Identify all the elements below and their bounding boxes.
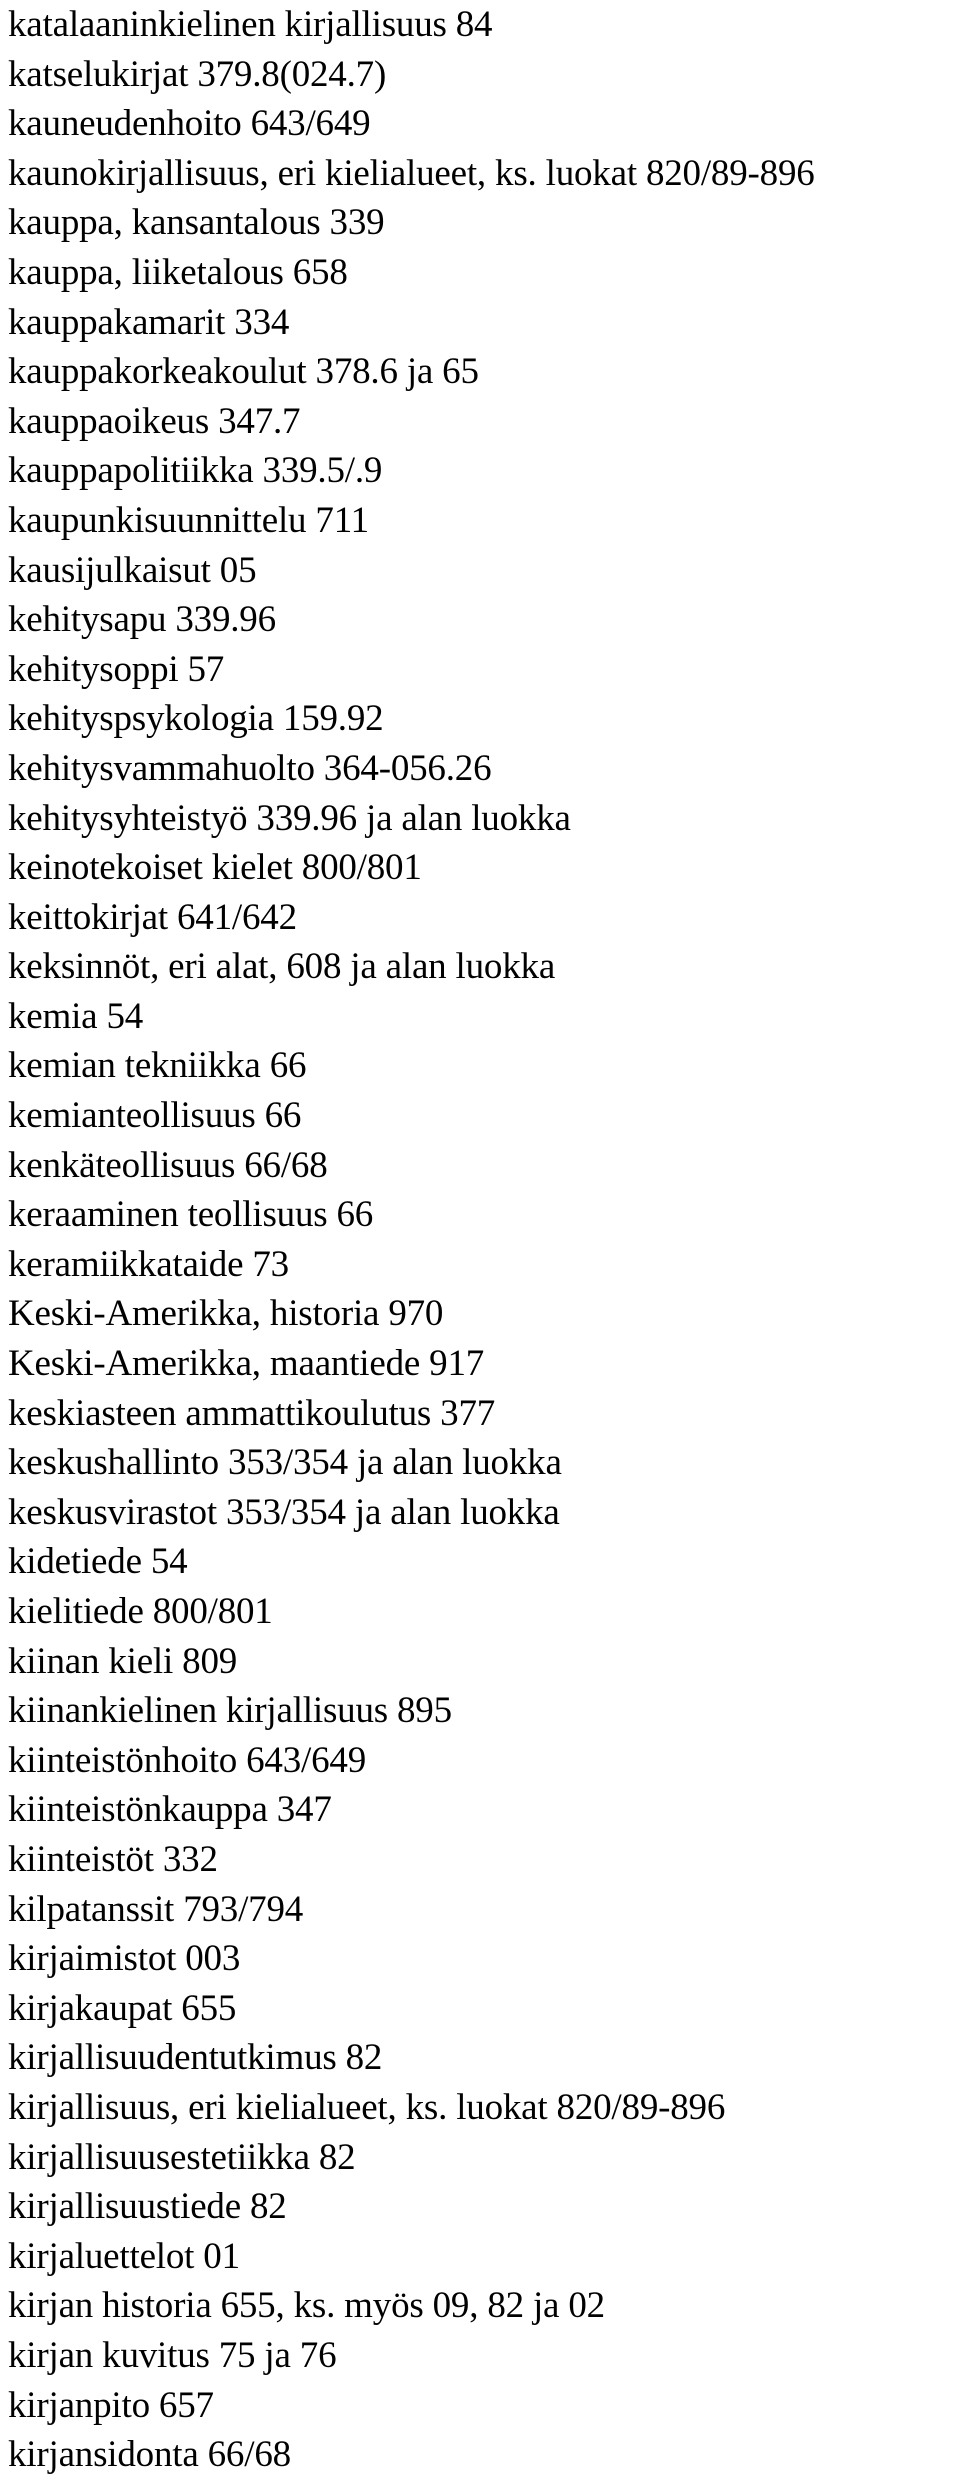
index-entry: kiinteistöt 332: [8, 1838, 218, 1880]
index-entry: Keski-Amerikka, maantiede 917: [8, 1343, 485, 1385]
index-entry: kehitysvammahuolto 364-056.26: [8, 747, 492, 789]
index-entry: kemia 54: [8, 995, 144, 1037]
index-entry: kirjallisuus, eri kielialueet, ks. luokat 820/89-896: [8, 2086, 726, 2128]
index-entry: kaupunkisuunnittelu 711: [8, 499, 369, 541]
index-entry: kilpatanssit 793/794: [8, 1888, 304, 1930]
index-entry: kenkäteollisuus 66/68: [8, 1144, 328, 1186]
index-entry: kauneudenhoito 643/649: [8, 103, 371, 145]
index-entry: kehitysoppi 57: [8, 648, 225, 690]
index-entry: kirjallisuustiede 82: [8, 2186, 287, 2228]
index-entry: kirjan historia 655, ks. myös 09, 82 ja 02: [8, 2285, 605, 2327]
index-entry: kauppaoikeus 347.7: [8, 400, 301, 442]
index-entry: kemianteollisuus 66: [8, 1095, 302, 1137]
index-entry: keksinnöt, eri alat, 608 ja alan luokka: [8, 946, 556, 988]
index-entry: Keski-Amerikka, historia 970: [8, 1293, 444, 1335]
index-entry: kirjaimistot 003: [8, 1938, 241, 1980]
index-entry: keinotekoiset kielet 800/801: [8, 847, 422, 889]
index-entry: kirjanpito 657: [8, 2384, 214, 2426]
index-entry: keittokirjat 641/642: [8, 896, 297, 938]
index-entry: kirjallisuusestetiikka 82: [8, 2136, 356, 2178]
index-entry: kauppa, liiketalous 658: [8, 251, 348, 293]
index-entry: keskiasteen ammattikoulutus 377: [8, 1392, 496, 1434]
subject-index-list: [8, 0, 815, 2480]
index-entry: kemian tekniikka 66: [8, 1045, 307, 1087]
index-entry: kehitysapu 339.96: [8, 599, 276, 641]
index-entry: keskusvirastot 353/354 ja alan luokka: [8, 1491, 560, 1533]
index-entry: katselukirjat 379.8(024.7): [8, 53, 387, 95]
index-entry: kauppakorkeakoulut 378.6 ja 65: [8, 351, 479, 393]
index-entry: kaunokirjallisuus, eri kielialueet, ks. luokat 820/89-896: [8, 152, 815, 194]
index-entry: kehitysyhteistyö 339.96 ja alan luokka: [8, 797, 571, 839]
index-entry: kiinan kieli 809: [8, 1640, 238, 1682]
index-entry: kauppapolitiikka 339.5/.9: [8, 450, 383, 492]
index-entry: kehityspsykologia 159.92: [8, 698, 384, 740]
index-entry: kiinteistönkauppa 347: [8, 1789, 332, 1831]
index-entry: kauppakamarit 334: [8, 301, 290, 343]
index-entry: kidetiede 54: [8, 1541, 188, 1583]
index-entry: katalaaninkielinen kirjallisuus 84: [8, 4, 493, 45]
index-entry: kielitiede 800/801: [8, 1591, 273, 1632]
index-entry: kirjallisuudentutkimus 82: [8, 2037, 383, 2079]
index-entry: kiinteistönhoito 643/649: [8, 1739, 367, 1781]
index-entry: keskushallinto 353/354 ja alan luokka: [8, 1442, 562, 1484]
index-entry: kauppa, kansantalous 339: [8, 202, 385, 244]
index-entry: kirjakaupat 655: [8, 1987, 237, 2029]
index-entry: keramiikkataide 73: [8, 1243, 289, 1285]
index-entry: keraaminen teollisuus 66: [8, 1194, 374, 1236]
index-entry: kirjansidonta 66/68: [8, 2434, 291, 2476]
index-entry: kirjan kuvitus 75 ja 76: [8, 2334, 337, 2376]
index-entry: kausijulkaisut 05: [8, 549, 257, 591]
index-entry: kirjaluettelot 01: [8, 2235, 240, 2277]
index-entry: kiinankielinen kirjallisuus 895: [8, 1690, 452, 1732]
